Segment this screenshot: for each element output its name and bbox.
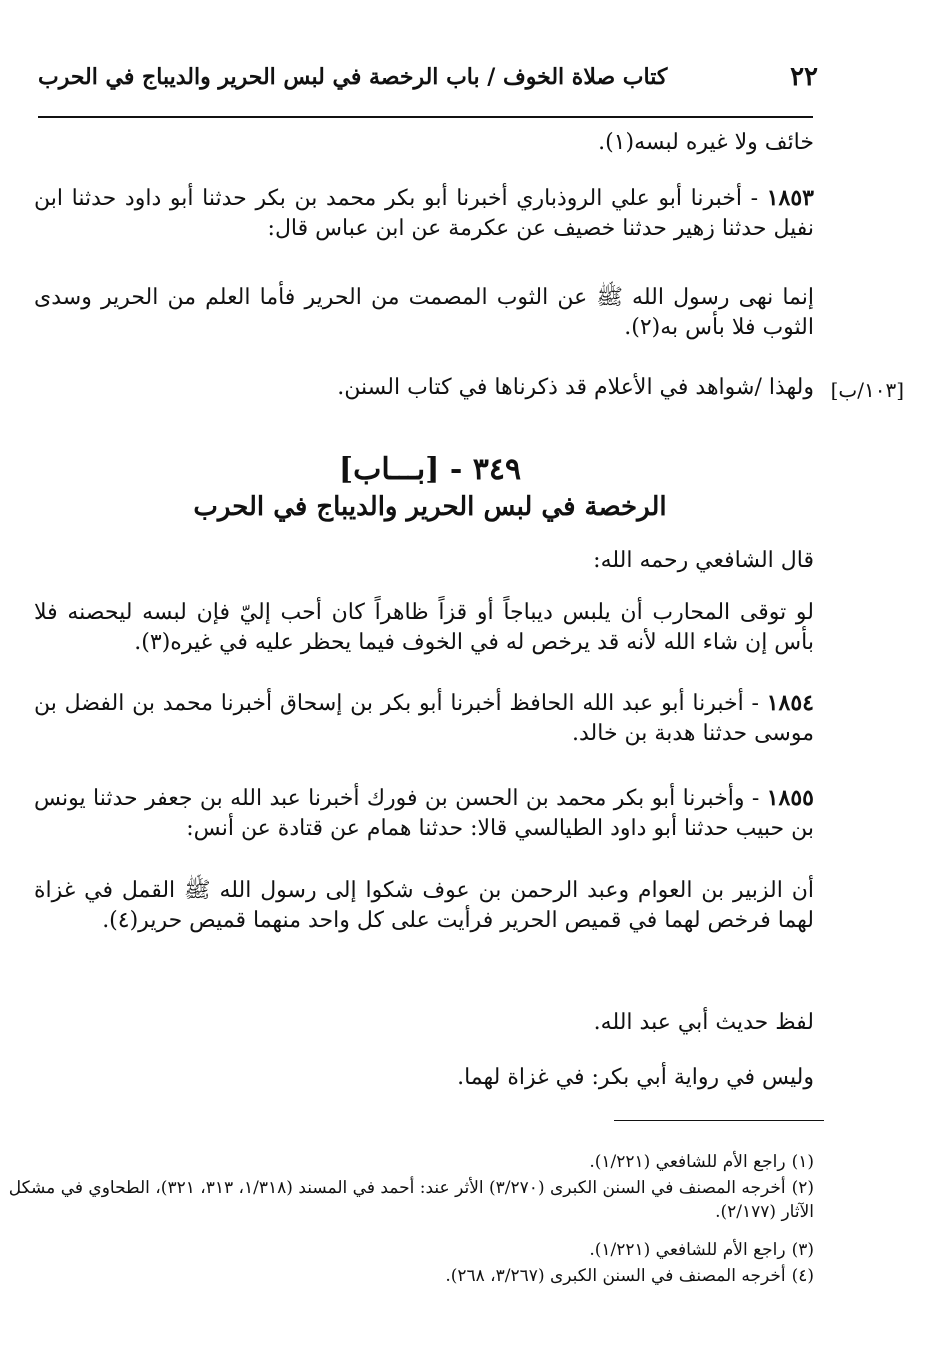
footnote-text: راجع الأم للشافعي (١/٢٢١).: [589, 1152, 786, 1172]
footnote-1: [4, 1150, 814, 1174]
footnote-2: [4, 1176, 814, 1224]
footnote-mark: (١): [791, 1152, 814, 1172]
hadith-1855-isnad: [34, 783, 814, 844]
footnote-4: [4, 1264, 814, 1288]
shafii-intro: قال الشافعي رحمه الله:: [593, 548, 814, 573]
hadith-1853-isnad: [34, 183, 814, 244]
manuscript-folio-note: [١٠٣/ب]: [830, 378, 904, 402]
hadith-number: ١٨٥٣: [766, 185, 814, 211]
page-number: ٢٢: [790, 62, 818, 92]
footnote-mark: (٤): [791, 1266, 814, 1286]
paragraph-wahadha: ولهذا /شواهد في الأعلام قد ذكرناها في كتاب السنن.: [337, 375, 814, 400]
hadith-1855-matn: أن الزبير بن العوام وعبد الرحمن بن عوف شكوا إلى رسول الله ﷺ القمل في غزاة لهما فرخص لهما في قميص الحرير فرأيت على كل واحد منهما قميص حرير(٤).: [34, 878, 814, 933]
hadith-1854: [34, 688, 814, 749]
paragraph-continuation: خائف ولا غيره لبسه(١).: [598, 130, 814, 155]
chapter-subtitle: الرخصة في لبس الحرير والديباج في الحرب: [193, 492, 667, 522]
footnote-mark: (٣): [791, 1240, 814, 1260]
footnote-text: راجع الأم للشافعي (١/٢٢١).: [589, 1240, 786, 1260]
page-header: [38, 62, 818, 106]
header-rule: [38, 116, 813, 118]
hadith-text: - أخبرنا أبو عبد الله الحافظ أخبرنا أبو بكر بن إسحاق أخبرنا محمد بن الفضل بن موسى حدثنا هدبة بن خالد.: [34, 691, 814, 746]
running-title: كتاب صلاة الخوف / باب الرخصة في لبس الحرير والديباج في الحرب: [38, 64, 668, 90]
footnote-3: [4, 1238, 814, 1262]
hadith-number: ١٨٥٤: [766, 690, 814, 716]
paragraph-laysa: وليس في رواية أبي بكر: في غزاة لهما.: [457, 1065, 814, 1090]
footnote-text: أخرجه المصنف في السنن الكبرى (٣/٢٦٧، ٢٦٨).: [445, 1266, 786, 1286]
hadith-1853-matn: إنما نهى رسول الله ﷺ عن الثوب المصمت من الحرير فأما العلم من الحرير وسدى الثوب فلا بأس به(٢).: [34, 285, 814, 340]
paragraph-lafz: لفظ حديث أبي عبد الله.: [593, 1010, 814, 1035]
hadith-number: ١٨٥٥: [766, 785, 814, 811]
hadith-text: - وأخبرنا أبو بكر محمد بن الحسن بن فورك أخبرنا عبد الله بن جعفر حدثنا يونس بن حبيب حدثنا أبو داود الطيالسي قالا: حدثنا همام عن قتادة عن أنس:: [34, 786, 814, 841]
footnote-rule: [614, 1120, 824, 1121]
hadith-text: - أخبرنا أبو علي الروذباري أخبرنا أبو بكر محمد بن بكر حدثنا أبو داود حدثنا ابن نفيل حدثنا زهير حدثنا خصيف عن عكرمة عن ابن عباس قال:: [34, 186, 814, 241]
chapter-title: ٣٤٩ - [بـــاب]: [338, 452, 522, 487]
footnote-text: أخرجه المصنف في السنن الكبرى (٣/٢٧٠) الأثر عند: أحمد في المسند (١/٣١٨، ٣١٣، ٣٢١)، الطحاوي في مشكل الآثار (٢/١٧٧).: [8, 1178, 814, 1222]
shafii-text: لو توقى المحارب أن يلبس ديباجاً أو قزاً ظاهراً كان أحب إليّ فإن لبسه ليحصنه فلا بأس إن شاء الله لأنه قد يرخص له في الخوف فيما يحظر عليه في غيره(٣).: [34, 600, 814, 655]
footnote-mark: (٢): [791, 1178, 814, 1198]
